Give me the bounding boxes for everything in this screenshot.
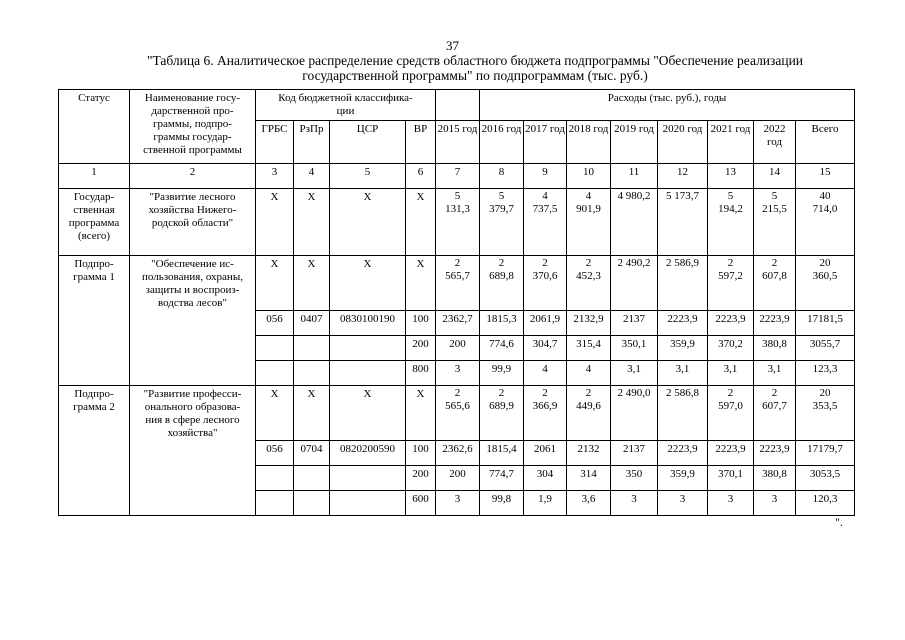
- header-budget-code: Код бюджетной классифика- ции: [256, 90, 436, 121]
- value-cell: 2362,7: [436, 311, 480, 336]
- value-cell: 2 689,8: [480, 256, 524, 311]
- value-cell: 304: [524, 466, 567, 491]
- value-cell: 2 366,9: [524, 386, 567, 441]
- total-cell: 17181,5: [796, 311, 855, 336]
- value-cell: 4: [524, 361, 567, 386]
- value-cell: 370,2: [708, 336, 754, 361]
- vr-cell: 800: [406, 361, 436, 386]
- status-cell: Подпро- грамма 2: [59, 386, 130, 516]
- total-cell: 3053,5: [796, 466, 855, 491]
- value-cell: 2 490,2: [611, 256, 658, 311]
- table-title-line: государственной программы" по подпрограммам (тыс. руб.): [302, 68, 648, 83]
- csr-cell: [330, 361, 406, 386]
- value-cell: 2 565,7: [436, 256, 480, 311]
- vr-cell: Х: [406, 256, 436, 311]
- grbs-cell: [256, 466, 294, 491]
- vr-cell: Х: [406, 386, 436, 441]
- rzpr-cell: 0704: [294, 441, 330, 466]
- total-cell: 40 714,0: [796, 189, 855, 256]
- table-row-subprogram-2: [59, 386, 855, 441]
- value-cell: 5 379,7: [480, 189, 524, 256]
- value-cell: 2137: [611, 441, 658, 466]
- grbs-cell: Х: [256, 386, 294, 441]
- total-cell: 3055,7: [796, 336, 855, 361]
- csr-cell: Х: [330, 189, 406, 256]
- value-cell: 359,9: [658, 336, 708, 361]
- value-cell: 4 737,5: [524, 189, 567, 256]
- column-number: 7: [436, 164, 480, 189]
- value-cell: 2223,9: [754, 441, 796, 466]
- value-cell: 2 452,3: [567, 256, 611, 311]
- value-cell: 3: [436, 361, 480, 386]
- value-cell: 99,8: [480, 491, 524, 516]
- column-number: 9: [524, 164, 567, 189]
- csr-cell: 0830100190: [330, 311, 406, 336]
- value-cell: 2223,9: [708, 311, 754, 336]
- column-number: 8: [480, 164, 524, 189]
- rzpr-cell: [294, 466, 330, 491]
- value-cell: 315,4: [567, 336, 611, 361]
- value-cell: 3,6: [567, 491, 611, 516]
- total-cell: 123,3: [796, 361, 855, 386]
- grbs-cell: [256, 491, 294, 516]
- table-title: [95, 53, 855, 83]
- value-cell: 2132: [567, 441, 611, 466]
- rzpr-cell: [294, 336, 330, 361]
- value-cell: 3: [658, 491, 708, 516]
- vr-cell: 100: [406, 311, 436, 336]
- column-number: 14: [754, 164, 796, 189]
- column-number-row: [59, 164, 855, 189]
- total-cell: 20 353,5: [796, 386, 855, 441]
- page-number: 37: [446, 38, 459, 53]
- value-cell: 3,1: [611, 361, 658, 386]
- value-cell: 2 597,0: [708, 386, 754, 441]
- header-expenses: Расходы (тыс. руб.), годы: [480, 90, 855, 121]
- column-number: 13: [708, 164, 754, 189]
- column-number: 1: [59, 164, 130, 189]
- total-cell: 20 360,5: [796, 256, 855, 311]
- vr-cell: 200: [406, 466, 436, 491]
- value-cell: 2 490,0: [611, 386, 658, 441]
- column-number: 5: [330, 164, 406, 189]
- value-cell: 5 173,7: [658, 189, 708, 256]
- header-row: [59, 90, 855, 121]
- value-cell: 200: [436, 466, 480, 491]
- header-year: 2021 год: [708, 121, 754, 164]
- column-number: 10: [567, 164, 611, 189]
- csr-cell: Х: [330, 256, 406, 311]
- column-number: 6: [406, 164, 436, 189]
- value-cell: 359,9: [658, 466, 708, 491]
- table-title-line: "Таблица 6. Аналитическое распределение средств областного бюджета подпрограммы "Обеспечение реализации: [146, 53, 804, 68]
- header-rzpr: РзПр: [294, 121, 330, 164]
- header-empty: [436, 90, 480, 121]
- rzpr-cell: Х: [294, 256, 330, 311]
- header-year: 2015 год: [436, 121, 480, 164]
- vr-cell: 100: [406, 441, 436, 466]
- value-cell: 2 689,9: [480, 386, 524, 441]
- value-cell: 350: [611, 466, 658, 491]
- status-cell: Подпро- грамма 1: [59, 256, 130, 386]
- vr-cell: Х: [406, 189, 436, 256]
- value-cell: 2 586,8: [658, 386, 708, 441]
- csr-cell: [330, 491, 406, 516]
- value-cell: 2 607,7: [754, 386, 796, 441]
- csr-cell: Х: [330, 386, 406, 441]
- table-row-state-program: [59, 189, 855, 256]
- value-cell: 2137: [611, 311, 658, 336]
- rzpr-cell: 0407: [294, 311, 330, 336]
- value-cell: 3,1: [708, 361, 754, 386]
- value-cell: 2223,9: [658, 311, 708, 336]
- value-cell: 304,7: [524, 336, 567, 361]
- value-cell: 380,8: [754, 336, 796, 361]
- value-cell: 2 597,2: [708, 256, 754, 311]
- name-cell: "Обеспечение ис- пользования, охраны, защиты и воспроиз- водства лесов": [130, 256, 256, 386]
- value-cell: 3,1: [658, 361, 708, 386]
- value-cell: 2223,9: [708, 441, 754, 466]
- value-cell: 2362,6: [436, 441, 480, 466]
- value-cell: 3: [611, 491, 658, 516]
- column-number: 2: [130, 164, 256, 189]
- header-total: Всего: [796, 121, 855, 164]
- closing-mark: ".: [835, 515, 843, 529]
- table-row-subprogram-1: [59, 256, 855, 311]
- value-cell: 2223,9: [754, 311, 796, 336]
- value-cell: 2 565,6: [436, 386, 480, 441]
- value-cell: 1815,4: [480, 441, 524, 466]
- column-number: 11: [611, 164, 658, 189]
- column-number: 12: [658, 164, 708, 189]
- csr-cell: [330, 336, 406, 361]
- value-cell: 5 215,5: [754, 189, 796, 256]
- grbs-cell: Х: [256, 189, 294, 256]
- header-grbs: ГРБС: [256, 121, 294, 164]
- header-year: 2017 год: [524, 121, 567, 164]
- value-cell: 3: [754, 491, 796, 516]
- column-number: 3: [256, 164, 294, 189]
- value-cell: 2 607,8: [754, 256, 796, 311]
- rzpr-cell: [294, 361, 330, 386]
- value-cell: 4 980,2: [611, 189, 658, 256]
- value-cell: 2132,9: [567, 311, 611, 336]
- column-number: 15: [796, 164, 855, 189]
- value-cell: 99,9: [480, 361, 524, 386]
- csr-cell: [330, 466, 406, 491]
- value-cell: 4: [567, 361, 611, 386]
- value-cell: 2223,9: [658, 441, 708, 466]
- csr-cell: 0820200590: [330, 441, 406, 466]
- name-cell: "Развитие лесного хозяйства Нижего- родской области": [130, 189, 256, 256]
- value-cell: 5 131,3: [436, 189, 480, 256]
- value-cell: 2061,9: [524, 311, 567, 336]
- total-cell: 120,3: [796, 491, 855, 516]
- grbs-cell: [256, 336, 294, 361]
- value-cell: 3,1: [754, 361, 796, 386]
- status-cell: Государ- ственная программа (всего): [59, 189, 130, 256]
- grbs-cell: 056: [256, 311, 294, 336]
- value-cell: 2061: [524, 441, 567, 466]
- vr-cell: 600: [406, 491, 436, 516]
- value-cell: 370,1: [708, 466, 754, 491]
- header-year: 2016 год: [480, 121, 524, 164]
- value-cell: 5 194,2: [708, 189, 754, 256]
- grbs-cell: Х: [256, 256, 294, 311]
- grbs-cell: 056: [256, 441, 294, 466]
- header-name: Наименование госу- дарственной про- граммы, подпро- граммы государ- ственной программы: [130, 90, 256, 164]
- header-year: 2019 год: [611, 121, 658, 164]
- value-cell: 774,6: [480, 336, 524, 361]
- value-cell: 350,1: [611, 336, 658, 361]
- value-cell: 1,9: [524, 491, 567, 516]
- header-status: Статус: [59, 90, 130, 164]
- value-cell: 380,8: [754, 466, 796, 491]
- budget-table: [58, 89, 855, 516]
- value-cell: 3: [436, 491, 480, 516]
- rzpr-cell: [294, 491, 330, 516]
- rzpr-cell: Х: [294, 386, 330, 441]
- rzpr-cell: Х: [294, 189, 330, 256]
- total-cell: 17179,7: [796, 441, 855, 466]
- value-cell: 200: [436, 336, 480, 361]
- header-year: 2022 год: [754, 121, 796, 164]
- header-vr: ВР: [406, 121, 436, 164]
- value-cell: 1815,3: [480, 311, 524, 336]
- header-csr: ЦСР: [330, 121, 406, 164]
- value-cell: 314: [567, 466, 611, 491]
- value-cell: 3: [708, 491, 754, 516]
- grbs-cell: [256, 361, 294, 386]
- header-year: 2020 год: [658, 121, 708, 164]
- value-cell: 4 901,9: [567, 189, 611, 256]
- value-cell: 774,7: [480, 466, 524, 491]
- value-cell: 2 370,6: [524, 256, 567, 311]
- value-cell: 2 449,6: [567, 386, 611, 441]
- header-year: 2018 год: [567, 121, 611, 164]
- column-number: 4: [294, 164, 330, 189]
- name-cell: "Развитие професси- онального образова- ния в сфере лесного хозяйства": [130, 386, 256, 516]
- vr-cell: 200: [406, 336, 436, 361]
- value-cell: 2 586,9: [658, 256, 708, 311]
